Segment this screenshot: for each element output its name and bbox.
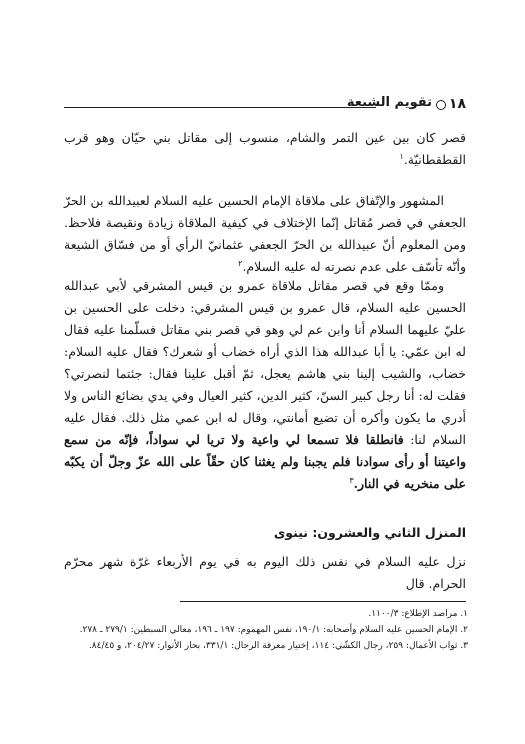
paragraph-2-text: المشهور والإتّفاق على ملاقاة الإمام الحسين عليه السلام لعبيدالله بن الحرّ الجعفي في قصر مُقاتل إنّما الإختلاف في كيفية الملاقاة زيادة ونقيصة فلاحظ. ومن المعلوم أنّ عبيدالله بن الحرّ الجعفي عثمانيّ الرأي أو من فسّاق الشيعة وأنّه تأسّف على عدم نصرته له عليه السلام.	[64, 193, 466, 274]
footnote-1: ١. مراصد الإطلاع: ١١٠٠/٣.	[368, 609, 468, 619]
page-header	[64, 95, 466, 117]
paragraph-1-text: قصر كان بين عين التمر والشام، منسوب إلى مقاتل بني حيّان وهو قرب القطقطانيّة.	[64, 130, 466, 167]
circle-ornament-icon	[436, 100, 446, 110]
footnote-divider	[180, 601, 466, 602]
paragraph-4	[64, 551, 466, 595]
footnote-2: ٢. الإمام الحسين عليه السلام وأصحابه: ١٩٠/١، نفس المهموم: ١٩٧ ـ ١٩٦، معالي السبطين: ٢٧٩/١ ـ ٢٧٨.	[79, 625, 468, 635]
paragraph-3-text: وممّا وقع في قصر مقاتل ملاقاة عمرو بن قيس المشرقي لأبي عبدالله الحسين عليه السلام، قال عمرو بن قيس المشرقي: دخلت على الحسين بن عليّ عليهما السلام أنا وابن عم لي وهو في قصر بني مقاتل فسلّمنا عليه فقال له ابن عمّي: يا أبا عبدالله هذا الذي أراه خضاب أو شعرك؟ فقال عليه السلام: خضاب، والشيب إلينا بني هاشم يعجل، ثمّ أقبل علينا فقال: جئتما لنصرتي؟ فقلت له: أنا رجل كبير السنّ، كثير الدين، كثير العيال وفي يدي بضائع الناس ولا أدري ما يكون وأكره أن تضيع أمانتي، وقال له ابن عمي مثل ذلك. فقال عليه السلام لنا:	[64, 278, 466, 447]
paragraph-1	[64, 127, 466, 171]
footnote-ref-1: ١	[399, 151, 404, 161]
paragraph-2	[64, 190, 466, 278]
header-rule	[64, 107, 376, 108]
paragraph-3	[64, 275, 466, 495]
section-heading: المنزل الثاني والعشرون: نينوى	[273, 525, 466, 540]
page-number: ١٨	[448, 96, 466, 112]
hadith-quote: فانطلقا فلا تسمعا لي واعية ولا تريا لي سواداً، فإنّه من سمع واعيتنا أو رأى سوادنا فلم يجبنا ولم يغثنا كان حقّاً على الله عزّ وجلّ أن يكبّه على منخريه في النار.	[64, 432, 466, 491]
footnotes	[64, 606, 468, 654]
footnote-3: ٣. ثواب الأعمال: ٢٥٩، رجال الكشّي: ١١٤، إختيار معرفة الرجال: ٣٣١/١، بحار الأنوار: ٢٠٤/٢٧، و ٨٤/٤٥.	[88, 641, 468, 651]
paragraph-4-text: نزل عليه السلام في نفس ذلك اليوم به في يوم الأربعاء غرّة شهر محرّم الحرام. قال	[64, 554, 466, 591]
footnote-ref-3: ٣	[349, 475, 354, 485]
footnote-ref-2: ٢	[238, 258, 243, 268]
running-title: تقويم الشيعة	[346, 95, 432, 110]
